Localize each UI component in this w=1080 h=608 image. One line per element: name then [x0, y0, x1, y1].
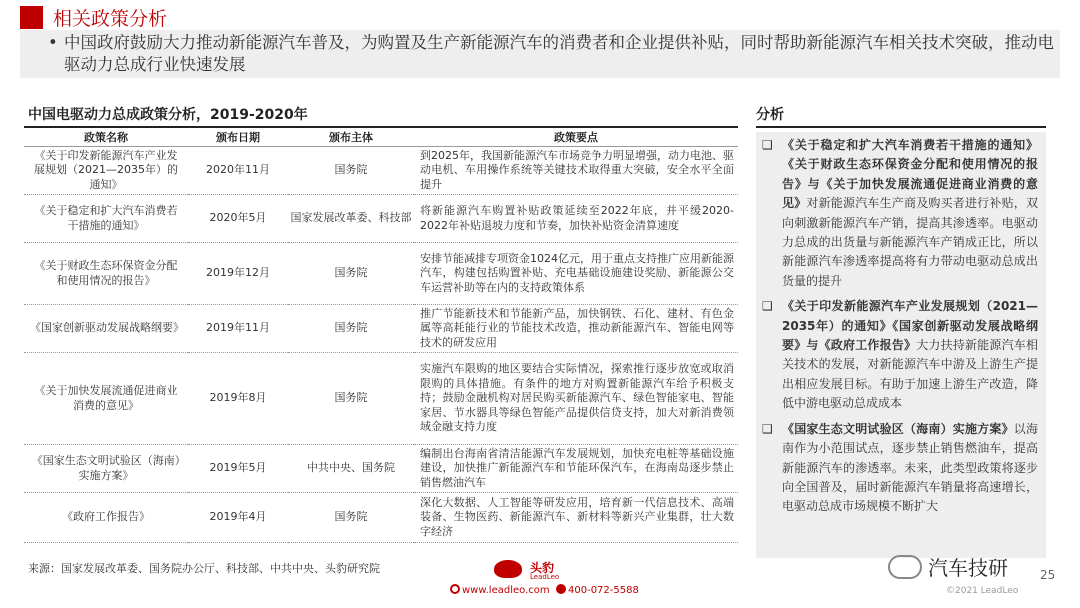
table-row: [24, 147, 738, 195]
summary-text: 中国政府鼓励大力推动新能源汽车普及，为购置及生产新能源汽车的消费者和企业提供补贴，同时帮助新能源汽车相关技术突破，推动电驱动力总成行业快速发展: [64, 33, 1054, 74]
policy-points: 安排节能减排专项资金1024亿元，用于重点支持推广应用新能源汽车，构建包括购置补贴、充电基础设施建设奖励、新能源公交车运营补助等在内的支持政策体系: [414, 243, 738, 305]
policy-name: 《关于加快发展流通促进商业消费的意见》: [24, 353, 188, 445]
table-row: [24, 353, 738, 445]
phone-text: 400-072-5588: [568, 585, 639, 596]
column-header-name: 政策名称: [24, 130, 188, 147]
analysis-item: [762, 136, 1038, 291]
watermark: [888, 552, 1008, 581]
table-row: [24, 195, 738, 243]
column-header-points: 政策要点: [414, 130, 738, 147]
policy-points: 实施汽车限购的地区要结合实际情况，探索推行逐步放宽或取消限购的具体措施。有条件的地方对购置新能源汽车给予积极支持；鼓励金融机构对居民购买新能源汽车、绿色智能家电、智能家居、节水器具等绿色智能产品提供信贷支持，加大对新消费领域金融支持力度: [414, 353, 738, 445]
policy-name: 《政府工作报告》: [24, 493, 188, 543]
phone-icon: [556, 584, 566, 594]
title-accent-square: [20, 6, 43, 29]
policy-points: 推广节能新技术和节能新产品，加快钢铁、石化、建材、有色金属等高耗能行业的节能技术改造，推动新能源汽车、智能电网等技术的研发应用: [414, 305, 738, 353]
policy-issuer: 中共中央、国务院: [288, 445, 414, 493]
analysis-lead: 《关于稳定和扩大汽车消费若干措施的通知》《关于财政生态环保资金分配和使用情况的报告》与《关于加快发展流通促进商业消费的意见》: [782, 138, 1038, 211]
policy-date: 2019年4月: [188, 493, 288, 543]
website-link[interactable]: [450, 584, 550, 596]
leopard-logo-icon: [494, 560, 522, 578]
summary-banner: [20, 30, 1060, 78]
logo-subtext: LeadLeo: [530, 573, 560, 581]
policy-issuer: 国务院: [288, 493, 414, 543]
policy-issuer: 国家发展改革委、科技部: [288, 195, 414, 243]
analysis-lead: 《关于印发新能源汽车产业发展规划（2021—2035年）的通知》《国家创新驱动发展战略纲要》与《政府工作报告》: [782, 299, 1038, 353]
leadleo-logo: [494, 560, 522, 578]
policy-name: 《关于财政生态环保资金分配和使用情况的报告》: [24, 243, 188, 305]
table-row: [24, 305, 738, 353]
policy-name: 《关于印发新能源汽车产业发展规划（2021—2035年）的通知》: [24, 147, 188, 195]
summary-bullet-icon: •: [48, 33, 58, 52]
analysis-divider: [756, 126, 1046, 128]
analysis-body: 对新能源汽车生产商及购买者进行补贴，双向刺激新能源汽车产销，提高其渗透率。电驱动力总成的出货量与新能源汽车产销成正比，所以新能源汽车渗透率提高将有力带动电驱动总成出货量的提升: [782, 196, 1038, 288]
policy-points: 将新能源汽车购置补贴政策延续至2022年底，并平缓2020-2022年补贴退坡力度和节奏，加快补贴资金清算速度: [414, 195, 738, 243]
policy-date: 2019年5月: [188, 445, 288, 493]
policy-date: 2020年11月: [188, 147, 288, 195]
policy-name: 《关于稳定和扩大汽车消费若干措施的通知》: [24, 195, 188, 243]
analysis-item: [762, 297, 1038, 413]
policy-issuer: 国务院: [288, 243, 414, 305]
policy-date: 2019年12月: [188, 243, 288, 305]
analysis-panel: [756, 132, 1046, 558]
analysis-item: [762, 420, 1038, 517]
section-header: [20, 5, 167, 29]
policy-name: 《国家生态文明试验区（海南）实施方案》: [24, 445, 188, 493]
table-row: [24, 243, 738, 305]
policy-date: 2019年8月: [188, 353, 288, 445]
column-header-issuer: 颁布主体: [288, 130, 414, 147]
policy-issuer: 国务院: [288, 147, 414, 195]
policy-date: 2020年5月: [188, 195, 288, 243]
policy-name: 《国家创新驱动发展战略纲要》: [24, 305, 188, 353]
table-divider: [24, 126, 738, 128]
policy-points: 深化大数据、人工智能等研发应用，培育新一代信息技术、高端装备、生物医药、新能源汽车、新材料等新兴产业集群，壮大数字经济: [414, 493, 738, 543]
policy-issuer: 国务院: [288, 353, 414, 445]
website-text: www.leadleo.com: [462, 585, 550, 596]
column-header-date: 颁布日期: [188, 130, 288, 147]
analysis-lead: 《国家生态文明试验区（海南）实施方案》: [782, 421, 1014, 436]
analysis-body: 以海南作为小范围试点，逐步禁止销售燃油车，提高新能源汽车的渗透率。未来，此类型政策将逐步向全国普及，届时新能源汽车销量将高速增长，电驱动总成市场规模不断扩大: [782, 421, 1038, 514]
policy-points: 到2025年，我国新能源汽车市场竞争力明显增强，动力电池、驱动电机、车用操作系统等关键技术取得重大突破，安全水平全面提升: [414, 147, 738, 195]
policy-table: [24, 130, 738, 543]
table-row: [24, 445, 738, 493]
policy-date: 2019年11月: [188, 305, 288, 353]
web-icon: [450, 584, 460, 594]
table-row: [24, 493, 738, 543]
copyright-text: ©2021 LeadLeo: [946, 586, 1019, 596]
page-title: 相关政策分析: [53, 7, 168, 30]
phone-contact: [556, 584, 639, 596]
analysis-body: 大力扶持新能源汽车相关技术的发展，对新能源汽车中游及上游生产提出相应发展目标。有助于加速上游生产改造，降低中游电驱动总成成本: [782, 338, 1038, 411]
policy-points: 编制出台海南省清洁能源汽车发展规划，加快充电桩等基础设施建设，加快推广新能源汽车和节能环保汽车，在海南岛逐步禁止销售燃油汽车: [414, 445, 738, 493]
analysis-title: 分析: [756, 107, 784, 123]
policy-issuer: 国务院: [288, 305, 414, 353]
checkbox-bullet-icon: ❑: [762, 299, 773, 314]
checkbox-bullet-icon: ❑: [762, 138, 773, 152]
wechat-icon: [888, 555, 922, 579]
logo-text: 头豹: [530, 561, 555, 575]
source-note: 来源：国家发展改革委、国务院办公厅、科技部、中共中央、头豹研究院: [28, 562, 380, 575]
table-header-row: [24, 130, 738, 147]
checkbox-bullet-icon: ❑: [762, 421, 773, 436]
watermark-text: 汽车技研: [928, 556, 1008, 580]
page-number: 25: [1040, 568, 1056, 582]
table-title: 中国电驱动力总成政策分析，2019-2020年: [28, 107, 308, 123]
